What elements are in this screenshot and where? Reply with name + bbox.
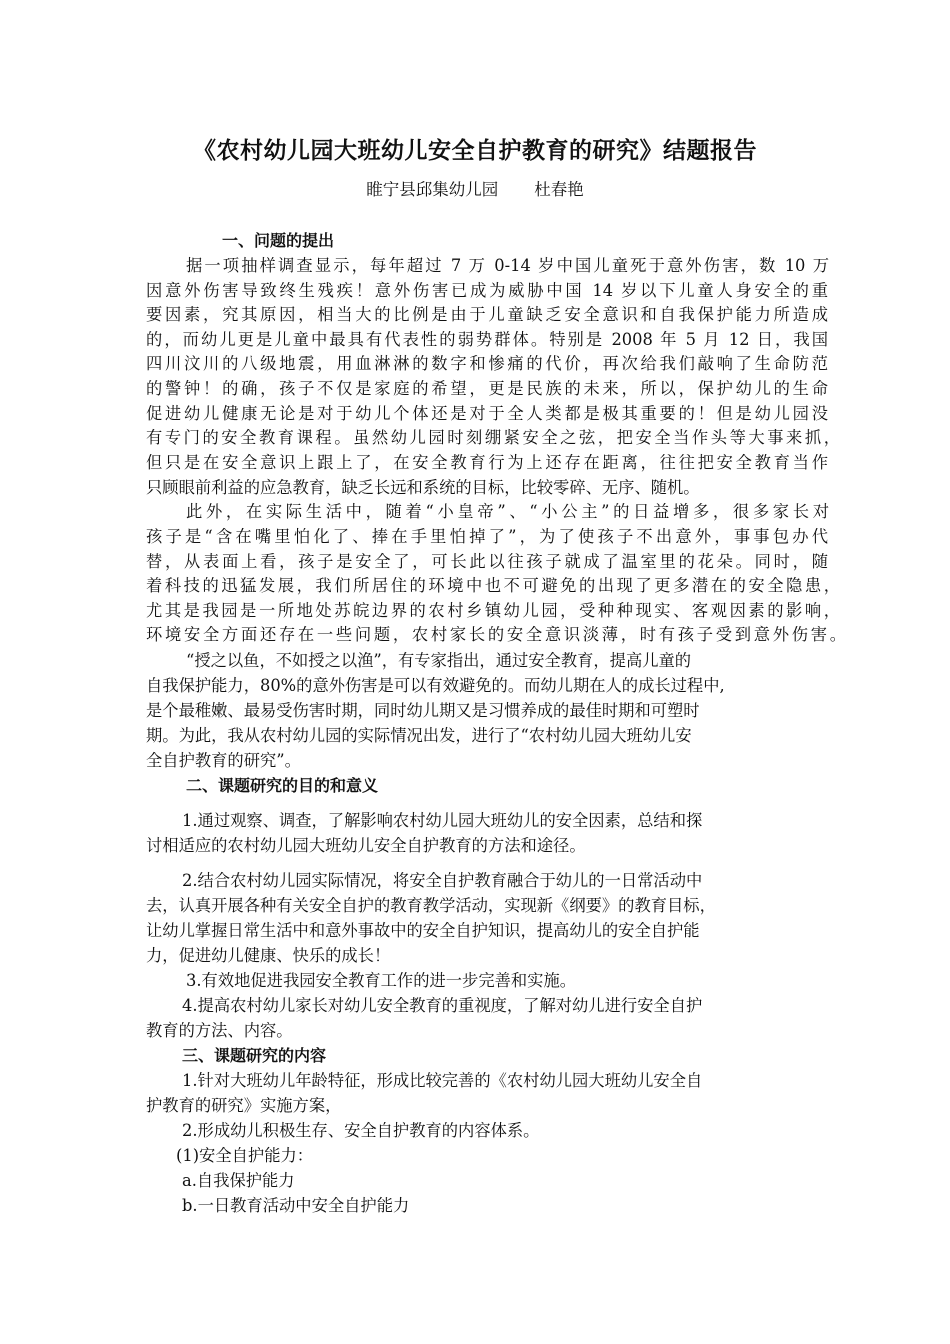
paragraph-line: 1.通过观察、调查，了解影响农村幼儿园大班幼儿的安全因素，总结和探 (182, 811, 703, 830)
paragraph-line: 自我保护能力，80%的意外伤害是可以有效避免的。而幼儿期在人的成长过程中, (146, 676, 725, 695)
document-title: 《农村幼儿园大班幼儿安全自护教育的研究》结题报告 (193, 138, 757, 164)
paragraph-line: 但只是在安全意识上跟上了，在安全教育行为上还存在距离，往往把安全教育当作 (146, 453, 828, 472)
paragraph-line: 环境安全方面还存在一些问题，农村家长的安全意识淡薄，时有孩子受到意外伤害。 (146, 625, 846, 644)
paragraph-line: 着科技的迅猛发展，我们所居住的环境中也不可避免的出现了更多潜在的安全隐患， (146, 576, 840, 595)
paragraph-line: 去，认真开展各种有关安全自护的教育教学活动，实现新《纲要》的教育目标， (146, 896, 716, 915)
paragraph-line: 替，从表面上看，孩子是安全了，可长此以往孩子就成了温室里的花朵。同时，随 (146, 552, 828, 571)
paragraph-line: 四川汶川的八级地震，用血淋淋的数字和惨痛的代价，再次给我们敲响了生命防范 (146, 354, 828, 373)
paragraph-line: 据一项抽样调查显示，每年超过 7 万 0-14 岁中国儿童死于意外伤害，数 10 万 (186, 256, 829, 275)
paragraph-line: 此外，在实际生活中，随着“小皇帝”、“小公主”的日益增多，很多家长对 (186, 502, 829, 521)
paragraph-line: a.自我保护能力 (182, 1171, 295, 1190)
paragraph-line: 教育的方法、内容。 (146, 1021, 293, 1040)
author-line (0, 176, 950, 200)
paragraph-line: 1.针对大班幼儿年龄特征，形成比较完善的《农村幼儿园大班幼儿安全自 (182, 1071, 703, 1090)
paragraph-line: (1)安全自护能力： (176, 1146, 314, 1165)
author-organization: 睢宁县邱集幼儿园 (366, 180, 499, 199)
paragraph-line: 3.有效地促进我园安全教育工作的进一步完善和实施。 (186, 971, 577, 990)
paragraph-line: 的，而幼儿更是儿童中最具有代表性的弱势群体。特别是 2008 年 5 月 12 日，我国 (146, 330, 828, 349)
section-heading: 二、课题研究的目的和意义 (186, 776, 379, 795)
paragraph-line: 有专门的安全教育课程。虽然幼儿园时刻绷紧安全之弦，把安全当作头等大事来抓， (146, 428, 840, 447)
paragraph-line: 全自护教育的研究”。 (146, 751, 301, 770)
paragraph-line: 讨相适应的农村幼儿园大班幼儿安全自护教育的方法和途径。 (146, 836, 586, 855)
paragraph-line: 只顾眼前利益的应急教育，缺乏长远和系统的目标，比较零碎、无序、随机。 (146, 478, 700, 497)
paragraph-line: b.一日教育活动中安全自护能力 (182, 1196, 410, 1215)
paragraph-line: 促进幼儿健康无论是对于幼儿个体还是对于全人类都是极其重要的！但是幼儿园没 (146, 404, 828, 423)
paragraph-line: 的警钟！的确，孩子不仅是家庭的希望，更是民族的未来，所以，保护幼儿的生命 (146, 379, 828, 398)
paragraph-line: 力，促进幼儿健康、快乐的成长！ (146, 946, 391, 965)
paragraph-line: 孩子是“含在嘴里怕化了、捧在手里怕掉了”，为了使孩子不出意外，事事包办代 (146, 527, 828, 546)
paragraph-line: “授之以鱼，不如授之以渔”，有专家指出，通过安全教育，提高儿童的 (186, 651, 692, 670)
author-name: 杜春艳 (534, 180, 584, 199)
paragraph-line: 4.提高农村幼儿家长对幼儿安全教育的重视度，了解对幼儿进行安全自护 (182, 996, 703, 1015)
paragraph-line: 让幼儿掌握日常生活中和意外事故中的安全自护知识，提高幼儿的安全自护能 (146, 921, 700, 940)
paragraph-line: 2.形成幼儿积极生存、安全自护教育的内容体系。 (182, 1121, 540, 1140)
paragraph-line: 尤其是我园是一所地处苏皖边界的农村乡镇幼儿园，受种种现实、客观因素的影响， (146, 601, 840, 620)
paragraph-line: 护教育的研究》实施方案， (146, 1096, 342, 1115)
section-heading: 一、问题的提出 (222, 231, 335, 250)
paragraph-line: 是个最稚嫩、最易受伤害时期，同时幼儿期又是习惯养成的最佳时期和可塑时 (146, 701, 700, 720)
section-heading: 三、课题研究的内容 (182, 1046, 327, 1065)
paragraph-line: 期。为此，我从农村幼儿园的实际情况出发，进行了“农村幼儿园大班幼儿安 (146, 726, 692, 745)
paragraph-line: 2.结合农村幼儿园实际情况，将安全自护教育融合于幼儿的一日常活动中 (182, 871, 703, 890)
paragraph-line: 要因素，究其原因，相当大的比例是由于儿童缺乏安全意识和自我保护能力所造成 (146, 305, 828, 324)
paragraph-line: 因意外伤害导致终生残疾！意外伤害已成为威胁中国 14 岁以下儿童人身安全的重 (146, 281, 828, 300)
